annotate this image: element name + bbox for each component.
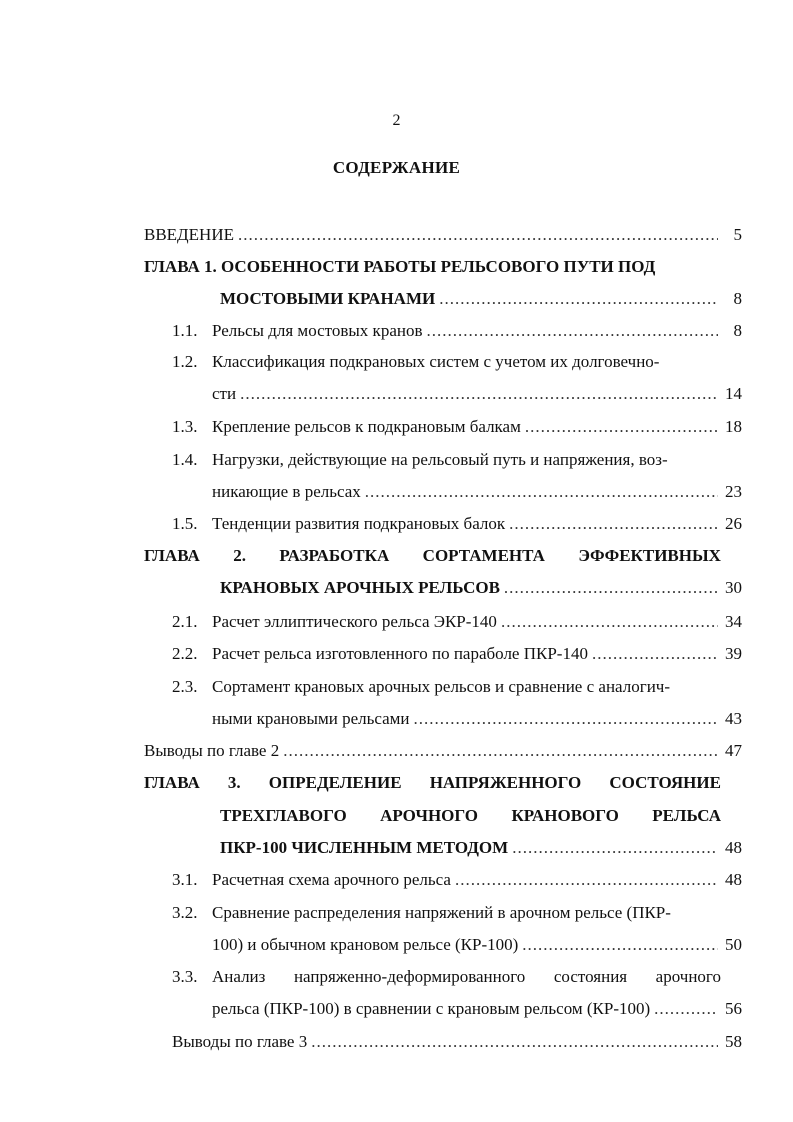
toc-entry-text: Выводы по главе 3: [172, 1032, 308, 1051]
dot-leader: [439, 288, 718, 310]
toc-entry-text: ГЛАВА 1. ОСОБЕННОСТИ РАБОТЫ РЕЛЬСОВОГО ПУТИ ПОД: [144, 257, 656, 276]
toc-page-number: 50: [725, 935, 742, 954]
toc-entry-text: Расчетная схема арочного рельса: [212, 870, 451, 889]
toc-word: ТРЕХГЛАВОГО: [220, 806, 347, 825]
toc-page-number: 8: [733, 289, 742, 308]
toc-page-number: 48: [725, 838, 742, 857]
toc-page-number: 47: [725, 741, 742, 760]
toc-section-3-2-line2[interactable]: [212, 934, 742, 956]
toc-page-number: 23: [725, 482, 742, 501]
toc-section-number: 2.1.: [172, 612, 198, 631]
dot-leader: [592, 643, 718, 665]
toc-word: Анализ: [212, 967, 266, 986]
toc-section-number: 1.4.: [172, 450, 198, 469]
toc-entry-text: Сравнение распределения напряжений в арочном рельсе (ПКР-: [212, 903, 671, 922]
toc-section-1-1[interactable]: [172, 320, 742, 342]
toc-word: РАЗРАБОТКА: [279, 546, 390, 565]
toc-section-number: 3.1.: [172, 870, 198, 889]
toc-word: КРАНОВОГО: [511, 806, 619, 825]
toc-section-number: 2.2.: [172, 644, 198, 663]
toc-section-3-1[interactable]: [172, 869, 742, 891]
toc-conclusions-ch2[interactable]: [144, 740, 742, 762]
toc-word: НАПРЯЖЕННОГО: [429, 773, 582, 792]
toc-section-number: 2.3.: [172, 677, 198, 696]
toc-entry-text: [212, 966, 721, 988]
toc-section-2-3-line2[interactable]: [212, 708, 742, 730]
page-title: СОДЕРЖАНИЕ: [332, 158, 461, 177]
toc-section-1-3[interactable]: [172, 416, 742, 438]
toc-entry-text: рельса (ПКР-100) в сравнении с крановым рельсом (КР-100): [212, 999, 651, 1018]
toc-section-number: 3.2.: [172, 903, 198, 922]
toc-word: АРОЧНОГО: [380, 806, 479, 825]
toc-entry-text: Расчет рельса изготовленного по параболе ПКР-140: [212, 644, 588, 663]
dot-leader: [522, 934, 718, 956]
toc-chapter-2-line2[interactable]: [220, 577, 742, 599]
dot-leader: [283, 740, 718, 762]
toc-page-number: 43: [725, 709, 742, 728]
toc-word: ГЛАВА: [144, 546, 200, 565]
toc-entry-text: 100) и обычном крановом рельсе (КР-100): [212, 935, 519, 954]
dot-leader: [427, 320, 719, 342]
toc-section-number: 3.3.: [172, 967, 198, 986]
toc-page-number: 26: [725, 514, 742, 533]
toc-section-3-3-line2[interactable]: [212, 998, 742, 1020]
toc-entry-text: МОСТОВЫМИ КРАНАМИ: [220, 289, 436, 308]
dot-leader: [504, 577, 718, 599]
toc-entry-text: Рельсы для мостовых кранов: [212, 321, 423, 340]
toc-word: арочного: [655, 967, 721, 986]
toc-chapter-3-line3[interactable]: [220, 837, 742, 859]
toc-section-2-1[interactable]: [172, 611, 742, 633]
dot-leader: [238, 224, 718, 246]
toc-page-number: 14: [725, 384, 742, 403]
toc-chapter-1-line1[interactable]: [144, 256, 721, 278]
dot-leader: [240, 383, 718, 405]
toc-section-1-2-line2[interactable]: [212, 383, 742, 405]
toc-word: напряженно-деформированного: [293, 967, 526, 986]
toc-page-number: 56: [725, 999, 742, 1018]
toc-section-number: 1.3.: [172, 417, 198, 436]
toc-entry-intro[interactable]: [144, 224, 742, 246]
toc-entry-text: Расчет эллиптического рельса ЭКР-140: [212, 612, 497, 631]
toc-chapter-2-line1[interactable]: [144, 545, 721, 567]
page-number: 2: [392, 112, 401, 129]
toc-section-1-4-line2[interactable]: [212, 481, 742, 503]
toc-word: РЕЛЬСА: [652, 806, 721, 825]
toc-word: ЭФФЕКТИВНЫХ: [578, 546, 721, 565]
toc-page-number: 5: [733, 225, 742, 244]
dot-leader: [365, 481, 718, 503]
toc-page-number: 18: [725, 417, 742, 436]
toc-word: ОПРЕДЕЛЕНИЕ: [268, 773, 402, 792]
toc-entry-text: ВВЕДЕНИЕ: [144, 225, 234, 244]
toc-page-number: 30: [725, 578, 742, 597]
dot-leader: [512, 837, 718, 859]
dot-leader: [455, 869, 718, 891]
toc-word: СОРТАМЕНТА: [422, 546, 545, 565]
toc-entry-text: никающие в рельсах: [212, 482, 361, 501]
toc-section-3-2-line1[interactable]: [172, 902, 721, 924]
dot-leader: [654, 998, 718, 1020]
toc-chapter-3-line2[interactable]: [220, 805, 721, 827]
toc-section-1-4-line1[interactable]: [172, 449, 721, 471]
toc-section-1-5[interactable]: [172, 513, 742, 535]
toc-section-2-3-line1[interactable]: [172, 676, 721, 698]
toc-page-number: 58: [725, 1032, 742, 1051]
toc-entry-text: Выводы по главе 2: [144, 741, 280, 760]
toc-entry-text: Классификация подкрановых систем с учетом их долговечно-: [212, 352, 660, 371]
toc-page-number: 39: [725, 644, 742, 663]
toc-section-number: 1.2.: [172, 352, 198, 371]
toc-entry-text: Крепление рельсов к подкрановым балкам: [212, 417, 521, 436]
toc-word: СОСТОЯНИЕ: [609, 773, 721, 792]
toc-entry-text: Сортамент крановых арочных рельсов и сравнение с аналогич-: [212, 677, 671, 696]
toc-conclusions-ch3[interactable]: [172, 1031, 742, 1053]
dot-leader: [311, 1031, 718, 1053]
dot-leader: [525, 416, 718, 438]
toc-chapter-3-line1[interactable]: [144, 772, 721, 794]
dot-leader: [414, 708, 718, 730]
toc-page-number: 34: [725, 612, 742, 631]
toc-section-1-2-line1[interactable]: [172, 351, 721, 373]
toc-word: состояния: [553, 967, 628, 986]
dot-leader: [501, 611, 718, 633]
toc-section-number: 1.1.: [172, 321, 198, 340]
toc-section-3-3-line1[interactable]: [172, 966, 721, 988]
toc-word: ГЛАВА: [144, 773, 200, 792]
toc-word: 2.: [233, 546, 246, 565]
toc-page-number: 48: [725, 870, 742, 889]
toc-section-number: 1.5.: [172, 514, 198, 533]
toc-entry-text: ПКР-100 ЧИСЛЕННЫМ МЕТОДОМ: [220, 838, 509, 857]
toc-entry-text: КРАНОВЫХ АРОЧНЫХ РЕЛЬСОВ: [220, 578, 500, 597]
toc-chapter-1-line2[interactable]: [220, 288, 742, 310]
toc-section-2-2[interactable]: [172, 643, 742, 665]
toc-entry-text: Тенденции развития подкрановых балок: [212, 514, 506, 533]
dot-leader: [509, 513, 718, 535]
toc-word: 3.: [227, 773, 241, 792]
toc-entry-text: сти: [212, 384, 237, 403]
toc-entry-text: Нагрузки, действующие на рельсовый путь и напряжения, воз-: [212, 450, 668, 469]
toc-entry-text: ными крановыми рельсами: [212, 709, 410, 728]
toc-page-number: 8: [733, 321, 742, 340]
